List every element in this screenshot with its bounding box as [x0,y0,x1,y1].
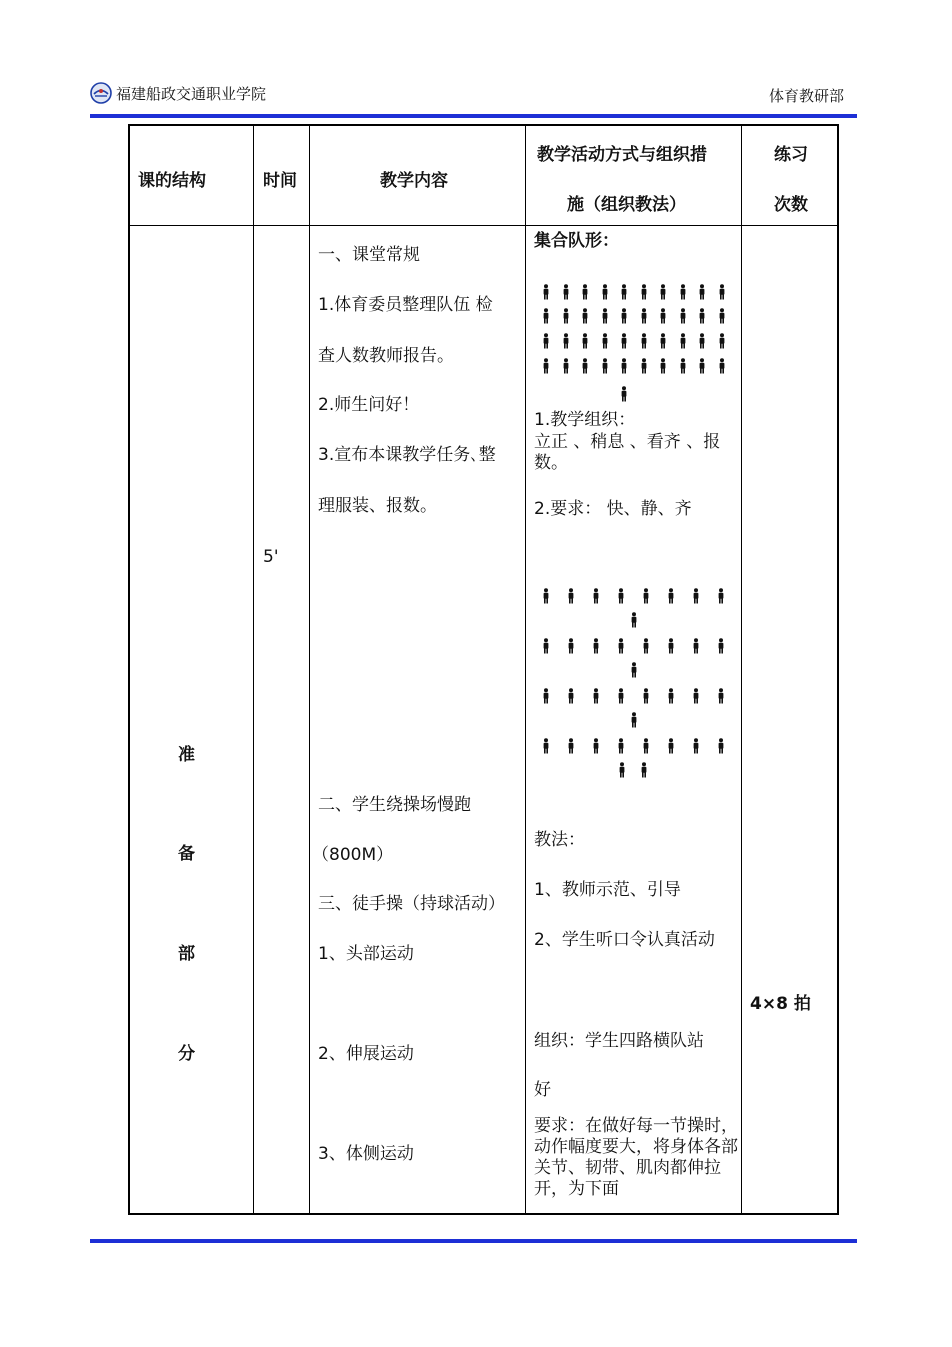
header-structure: 课的结构 [138,171,206,191]
student-figure-icon [617,588,625,611]
student-figure-icon [698,308,706,331]
student-figure-icon [698,284,706,307]
student-figure-icon [601,284,609,307]
student-figure-icon [567,688,575,711]
footer-rule [90,1239,857,1243]
content-item: （800M） [312,845,394,865]
student-figure-icon [642,638,650,661]
student-figure-icon [642,588,650,611]
student-figure-icon [718,284,726,307]
requirement-text: 2.要求： 快、静、齐 [534,499,692,519]
student-figure-icon [562,333,570,356]
content-heading: 三、徒手操（持球活动） [318,894,505,914]
lesson-plan-table [128,124,839,1215]
student-figure-icon [642,738,650,761]
student-figure-icon [679,358,687,381]
col-divider [253,126,254,1213]
header-method-2: 施（组织教法） [567,195,686,215]
content-item: 查人数教师报告。 [318,346,454,366]
student-figure-icon [542,688,550,711]
teaching-method-title: 教法： [534,830,585,850]
student-figure-icon [717,588,725,611]
header-method-1: 教学活动方式与组织措 [537,145,707,165]
student-figure-icon [679,308,687,331]
student-figure-icon [620,284,628,307]
header-school [90,82,266,104]
student-figure-icon [567,638,575,661]
header-reps-2: 次数 [774,195,808,215]
header-row-divider [130,225,837,226]
student-figure-icon [617,738,625,761]
organization-text-2: 组织：学生四路横队站 [534,1031,704,1051]
teaching-step: 1、教师示范、引导 [534,880,681,900]
student-figure-icon [667,588,675,611]
school-logo-icon [90,82,112,104]
student-figure-icon [542,738,550,761]
student-figure-icon [659,358,667,381]
student-figure-icon [581,308,589,331]
section-char: 分 [178,1044,195,1064]
header-time: 时间 [263,171,297,191]
student-figure-icon [692,638,700,661]
col-divider [309,126,310,1213]
section-char: 准 [178,745,195,765]
student-figure-icon [592,638,600,661]
exercise-item: 2、伸展运动 [318,1044,414,1064]
student-figure-icon [542,638,550,661]
student-figure-icon [718,358,726,381]
time-value: 5' [263,547,279,567]
student-figure-icon [542,358,550,381]
student-figure-icon [601,308,609,331]
header-content: 教学内容 [380,171,448,191]
student-figure-icon [617,638,625,661]
student-figure-icon [642,688,650,711]
student-figure-icon [620,308,628,331]
student-figure-icon [592,688,600,711]
student-figure-icon [620,358,628,381]
student-figure-icon [617,688,625,711]
student-figure-icon [592,738,600,761]
student-figure-icon [567,588,575,611]
organization-title: 1.教学组织： [534,410,636,430]
student-figure-icon [640,762,648,785]
organization-text-2b: 好 [534,1080,551,1100]
student-figure-icon [630,662,638,685]
student-figure-icon [630,712,638,735]
student-figure-icon [542,588,550,611]
student-figure-icon [717,688,725,711]
student-figure-icon [592,588,600,611]
student-figure-icon [640,358,648,381]
student-figure-icon [692,588,700,611]
student-figure-icon [718,333,726,356]
student-figure-icon [581,284,589,307]
student-figure-icon [562,284,570,307]
student-figure-icon [601,333,609,356]
content-heading: 二、学生绕操场慢跑 [318,795,471,815]
student-figure-icon [542,284,550,307]
content-item: 理服装、报数。 [318,496,437,516]
student-figure-icon [542,308,550,331]
student-figure-icon [618,762,626,785]
student-figure-icon [698,333,706,356]
student-figure-icon [562,308,570,331]
department-name: 体育教研部 [768,87,844,105]
content-item: 1.体育委员整理队伍 检 [318,295,493,315]
student-figure-icon [601,358,609,381]
content-item: 3.宣布本课教学任务､整 [318,445,496,465]
student-figure-icon [717,738,725,761]
organization-text: 立正 、稍息 、看齐 、报数。 [534,432,721,473]
student-figure-icon [640,308,648,331]
student-figure-icon [717,638,725,661]
section-char: 部 [178,944,195,964]
student-figure-icon [620,333,628,356]
student-figure-icon [692,738,700,761]
content-heading: 一、课堂常规 [318,245,420,265]
student-figure-icon [667,688,675,711]
teaching-step: 2、学生听口令认真活动 [534,930,715,950]
student-figure-icon [667,638,675,661]
student-figure-icon [679,333,687,356]
student-figure-icon [581,358,589,381]
student-figure-icon [718,308,726,331]
student-figure-icon [567,738,575,761]
header-reps-1: 练习 [774,145,808,165]
student-figure-icon [679,284,687,307]
student-figure-icon [581,333,589,356]
exercise-item: 1、头部运动 [318,944,414,964]
col-divider [741,126,742,1213]
student-figure-icon [667,738,675,761]
reps-value: 4×8 拍 [750,994,811,1014]
header-rule [90,114,857,118]
requirement-text-2: 要求：在做好每一节操时，动作幅度要大，将身体各部关节、韧带、肌肉都伸拉开，为下面 [534,1116,738,1199]
student-figure-icon [698,358,706,381]
content-item: 2.师生问好！ [318,395,420,415]
formation-title: 集合队形： [534,231,619,251]
student-figure-icon [630,612,638,635]
student-figure-icon [640,333,648,356]
student-figure-icon [620,386,628,409]
col-divider [525,126,526,1213]
section-char: 备 [178,844,195,864]
student-figure-icon [562,358,570,381]
exercise-item: 3、体侧运动 [318,1144,414,1164]
student-figure-icon [659,308,667,331]
student-figure-icon [659,284,667,307]
student-figure-icon [659,333,667,356]
student-figure-icon [692,688,700,711]
student-figure-icon [640,284,648,307]
student-figure-icon [542,333,550,356]
school-name: 福建船政交通职业学院 [116,84,267,103]
